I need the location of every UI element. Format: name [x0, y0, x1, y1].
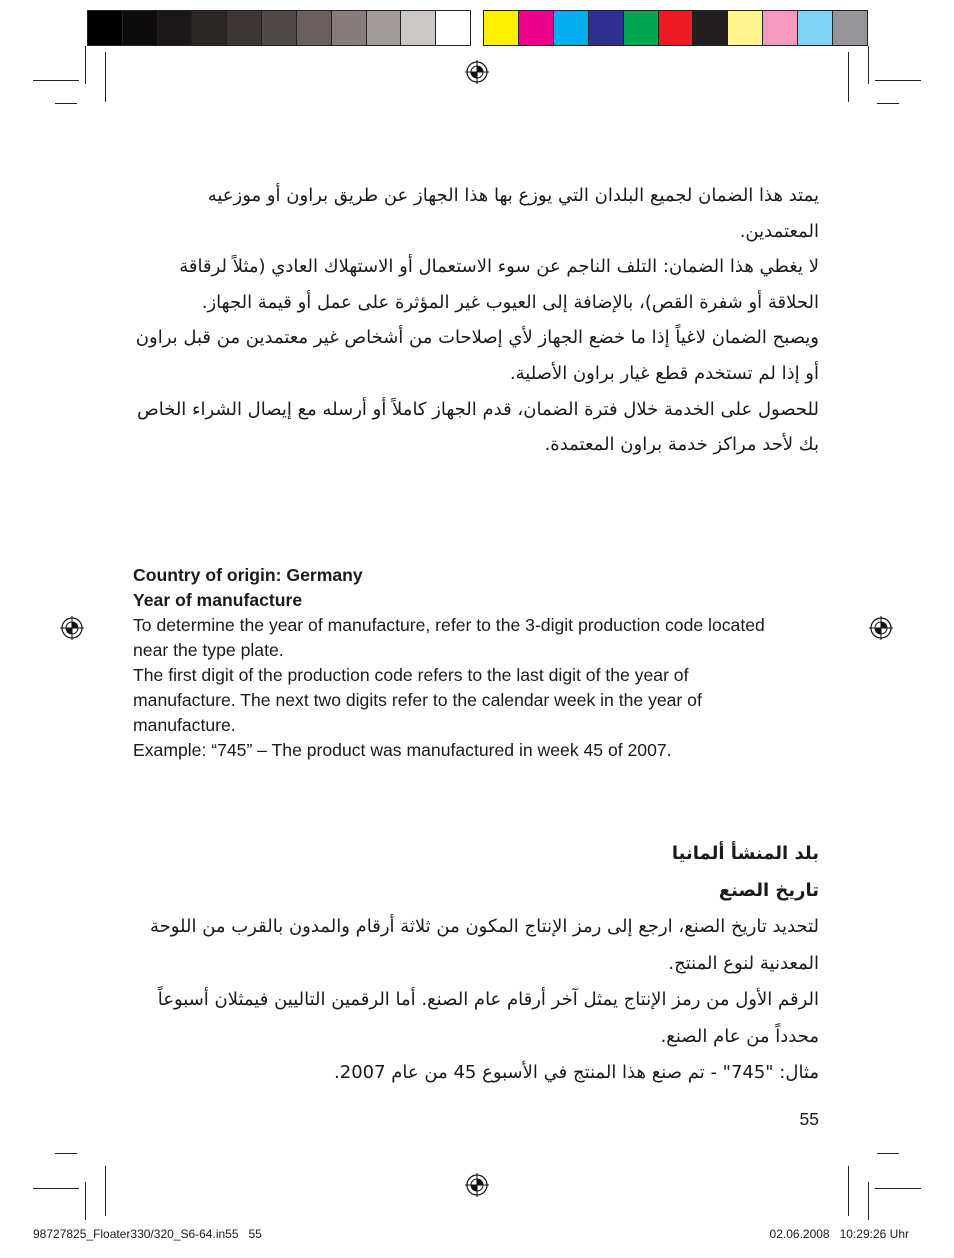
origin-paragraph: The first digit of the production code refers to the last digit of the year of manufacture. The next two digits refer to the calendar week in the year of manufacture.	[133, 665, 702, 735]
registration-mark-icon	[465, 1173, 489, 1197]
color-swatch	[798, 11, 833, 45]
slug-file-info: 98727825_Floater330/320_S6-64.in55 55	[33, 1227, 262, 1241]
registration-mark-icon	[60, 616, 84, 640]
crop-mark	[33, 80, 79, 81]
color-swatch	[833, 11, 867, 45]
color-swatch	[589, 11, 624, 45]
origin-paragraph: To determine the year of manufacture, refer to the 3-digit production code located near the type plate.	[133, 615, 765, 660]
crop-mark	[33, 1188, 79, 1189]
arabic-year-heading: تاريخ الصنع	[718, 879, 819, 901]
warranty-paragraph: للحصول على الخدمة خلال فترة الضمان، قدم الجهاز كاملاً أو أرسله مع إيصال الشراء الخاص بك لأحد مراكز خدمة براون المعتمدة.	[136, 398, 819, 456]
color-swatch	[728, 11, 763, 45]
color-swatch	[436, 11, 470, 45]
warranty-paragraph: ويصبح الضمان لاغياً إذا ما خضع الجهاز لأي إصلاحات من أشخاص غير معتمدين من قبل براون أو إذا لم تستخدم قطع غيار براون الأصلية.	[135, 327, 819, 384]
english-origin-section	[133, 563, 793, 763]
crop-mark	[877, 103, 899, 104]
crop-mark	[105, 1166, 106, 1216]
color-swatch	[88, 11, 123, 45]
color-swatch	[158, 11, 193, 45]
crop-mark	[868, 1182, 869, 1220]
color-swatch	[297, 11, 332, 45]
arabic-country-heading: بلد المنشأ ألمانيا	[671, 843, 819, 864]
color-swatch	[519, 11, 554, 45]
color-swatch	[262, 11, 297, 45]
crop-mark	[848, 52, 849, 102]
color-swatch	[332, 11, 367, 45]
color-swatch	[554, 11, 589, 45]
color-swatch	[484, 11, 519, 45]
crop-mark	[85, 46, 86, 84]
color-swatch	[367, 11, 402, 45]
arabic-warranty-text	[133, 178, 819, 463]
crop-mark	[875, 80, 921, 81]
registration-mark-icon	[869, 616, 893, 640]
page-number: 55	[799, 1109, 819, 1129]
warranty-paragraph: لا يغطي هذا الضمان: التلف الناجم عن سوء الاستعمال أو الاستهلاك العادي (مثلاً لرقاقة الحلاقة أو شفرة القص)، بالإضافة إلى العيوب غير المؤثرة على عمل أو قيمة الجهاز.	[179, 256, 819, 313]
slug-timestamp: 02.06.2008 10:29:26 Uhr	[769, 1227, 909, 1241]
year-of-manufacture-heading: Year of manufacture	[133, 590, 303, 610]
arabic-origin-example: مثال: "745" - تم صنع هذا المنتج في الأسبوع 45 من عام 2007.	[334, 1062, 819, 1083]
arabic-origin-paragraph: الرقم الأول من رمز الإنتاج يمثل آخر أرقام عام الصنع. أما الرقمين التاليين فيمثلان أسبوعاً محدداً من عام الصنع.	[157, 989, 819, 1047]
color-swatch	[624, 11, 659, 45]
color-swatch	[659, 11, 694, 45]
registration-mark-icon	[465, 60, 489, 84]
crop-mark	[868, 46, 869, 84]
gray-color-bar	[87, 10, 471, 46]
crop-mark	[875, 1188, 921, 1189]
arabic-origin-paragraph: لتحديد تاريخ الصنع، ارجع إلى رمز الإنتاج المكون من ثلاثة أرقام والمدون بالقرب من اللوحة المعدنية لنوع المنتج.	[149, 916, 819, 974]
crop-mark	[105, 52, 106, 102]
color-swatch	[123, 11, 158, 45]
color-swatch	[401, 11, 436, 45]
color-swatch	[227, 11, 262, 45]
color-swatch	[763, 11, 798, 45]
origin-example: Example: “745” – The product was manufactured in week 45 of 2007.	[133, 740, 672, 760]
color-swatch	[693, 11, 728, 45]
country-of-origin-heading: Country of origin: Germany	[133, 565, 363, 585]
crop-mark	[877, 1153, 899, 1154]
crop-mark	[85, 1182, 86, 1220]
arabic-origin-section	[133, 836, 819, 1092]
crop-mark	[55, 1153, 77, 1154]
color-swatch	[192, 11, 227, 45]
crop-mark	[55, 103, 77, 104]
process-color-bar	[483, 10, 868, 46]
crop-mark	[848, 1166, 849, 1216]
warranty-paragraph: يمتد هذا الضمان لجميع البلدان التي يوزع بها هذا الجهاز عن طريق براون أو موزعيه المعتمدين.	[207, 185, 819, 242]
